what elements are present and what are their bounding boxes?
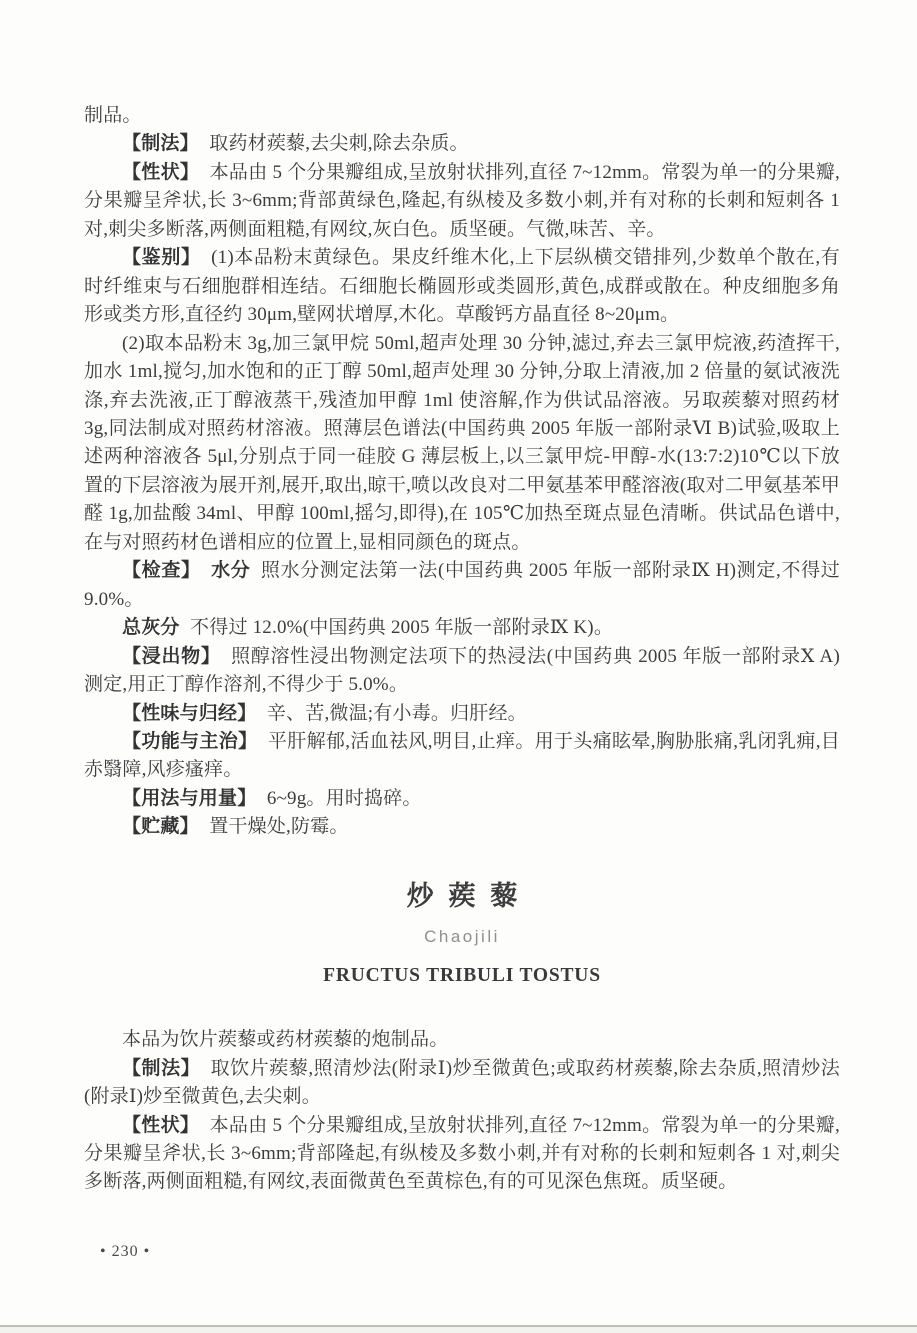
paragraph-text: 照醇溶性浸出物测定法项下的热浸法(中国药典 2005 年版一部附录Ⅹ A)测定,用正丁醇作溶剂,不得少于 5.0%。 [84, 645, 840, 696]
monograph-chaojili-heading [84, 882, 840, 990]
paragraph-text: 本品为饮片蒺藜或药材蒺藜的炮制品。 [122, 1029, 449, 1051]
paragraph-text: (1)本品粉末黄绿色。果皮纤维木化,上下层纵横交错排列,少数单个散在,有时纤维束与石细胞群相连结。石细胞长椭圆形或类圆形,黄色,成群或散在。种皮细胞多角形或类方形,直径约 30μm,壁网状增厚,木化。草酸钙方晶直径 8~20μm。 [84, 247, 840, 326]
paragraph [84, 700, 840, 728]
section-label: 【性状】 [122, 161, 200, 183]
paragraph-text: 本品由 5 个分果瓣组成,呈放射状排列,直径 7~12mm。常裂为单一的分果瓣,分果瓣呈斧状,长 3~6mm;背部隆起,有纵棱及多数小刺,并有对称的长刺和短刺各 1 对,刺尖多断落,两侧面粗糙,有网纹,表面微黄色至黄棕色,有的可见深色焦斑。质坚硬。 [84, 1114, 840, 1193]
paragraph [84, 102, 840, 130]
monograph-title-chinese: 炒蒺藜 [406, 880, 533, 911]
paragraph-text: 辛、苦,微温;有小毒。归肝经。 [266, 702, 527, 724]
section-label: 【制法】 [122, 1057, 201, 1079]
paragraph-text: 取饮片蒺藜,照清炒法(附录Ⅰ)炒至微黄色;或取药材蒺藜,除去杂质,照清炒法(附录Ⅰ)炒至微黄色,去尖刺。 [84, 1057, 840, 1108]
paragraph-text: 平肝解郁,活血祛风,明目,止痒。用于头痛眩晕,胸胁胀痛,乳闭乳痈,目赤翳障,风疹瘙痒。 [84, 730, 840, 781]
paragraph [84, 244, 840, 329]
paragraph [84, 728, 840, 785]
section-label: 【用法与用量】 [122, 787, 257, 809]
subsection-label: 总灰分 [122, 617, 180, 639]
paragraph [84, 813, 840, 841]
paragraph [84, 614, 840, 642]
section-label: 【检查】 [122, 560, 201, 582]
paragraph [84, 1026, 840, 1054]
paragraph [84, 159, 840, 244]
paragraph [84, 1112, 840, 1197]
paragraph-text: 取药材蒺藜,去尖刺,除去杂质。 [209, 133, 469, 155]
monograph-jili-body [84, 102, 840, 842]
paragraph [84, 557, 840, 614]
subsection-label: 水分 [211, 560, 251, 582]
paragraph-text: 照水分测定法第一法(中国药典 2005 年版一部附录Ⅸ H)测定,不得过 9.0%。 [84, 560, 840, 610]
page-number: • 230 • [100, 1243, 151, 1260]
paragraph-text: 本品由 5 个分果瓣组成,呈放射状排列,直径 7~12mm。常裂为单一的分果瓣,分果瓣呈斧状,长 3~6mm;背部黄绿色,隆起,有纵棱及多数小刺,并有对称的长刺和短刺各 1 对,刺尖多断落,两侧面粗糙,有网纹,灰白色。质坚硬。气微,味苦、辛。 [84, 161, 840, 240]
section-label: 【性味与归经】 [122, 702, 257, 724]
section-label: 【性状】 [122, 1114, 200, 1136]
paragraph [84, 785, 840, 813]
paragraph-text: 制品。 [84, 105, 142, 126]
section-label: 【贮藏】 [122, 816, 199, 838]
section-label: 【浸出物】 [122, 645, 221, 667]
page-bottom-edge-band [0, 1327, 917, 1333]
paragraph-text: 不得过 12.0%(中国药典 2005 年版一部附录Ⅸ K)。 [190, 617, 614, 639]
section-label: 【功能与主治】 [122, 730, 258, 752]
paragraph [84, 643, 840, 700]
section-label: 【鉴别】 [122, 247, 201, 269]
paragraph-text: (2)取本品粉末 3g,加三氯甲烷 50ml,超声处理 30 分钟,滤过,弃去三氯甲烷液,药渣挥干,加水 1ml,搅匀,加水饱和的正丁醇 50ml,超声处理 30 分钟,分取上清液,加 2 倍量的氨试液洗涤,弃去洗液,正丁醇液蒸干,残渣加甲醇 1ml 使溶解,作为供试品溶液。另取蒺藜对照药材 3g,同法制成对照药材溶液。照薄层色谱法(中国药典 2005 年版一部附录Ⅵ B)试验,吸取上述两种溶液各 5μl,分别点于同一硅胶 G 薄层板上,以三氯甲烷-甲醇-水(13:7:2)10℃以下放置的下层溶液为展开剂,展开,取出,晾干,喷以改良对二甲氨基苯甲醛溶液(取对二甲氨基苯甲醛 1g,加盐酸 34ml、甲醇 100ml,摇匀,即得),在 105℃加热至斑点显色清晰。供试品色谱中,在与对照药材色谱相应的位置上,显相同颜色的斑点。 [84, 332, 840, 553]
paragraph [84, 1055, 840, 1112]
monograph-chaojili-body [84, 1026, 840, 1197]
monograph-title-pinyin: Chaojili [424, 927, 500, 947]
paragraph-text: 置干燥处,防霉。 [209, 816, 349, 838]
paragraph [84, 130, 840, 158]
paragraph-text: 6~9g。用时捣碎。 [266, 787, 422, 809]
page-content [84, 102, 840, 1197]
monograph-title-latin: FRUCTUS TRIBULI TOSTUS [323, 964, 601, 986]
section-label: 【制法】 [122, 133, 199, 155]
paragraph [84, 330, 840, 558]
